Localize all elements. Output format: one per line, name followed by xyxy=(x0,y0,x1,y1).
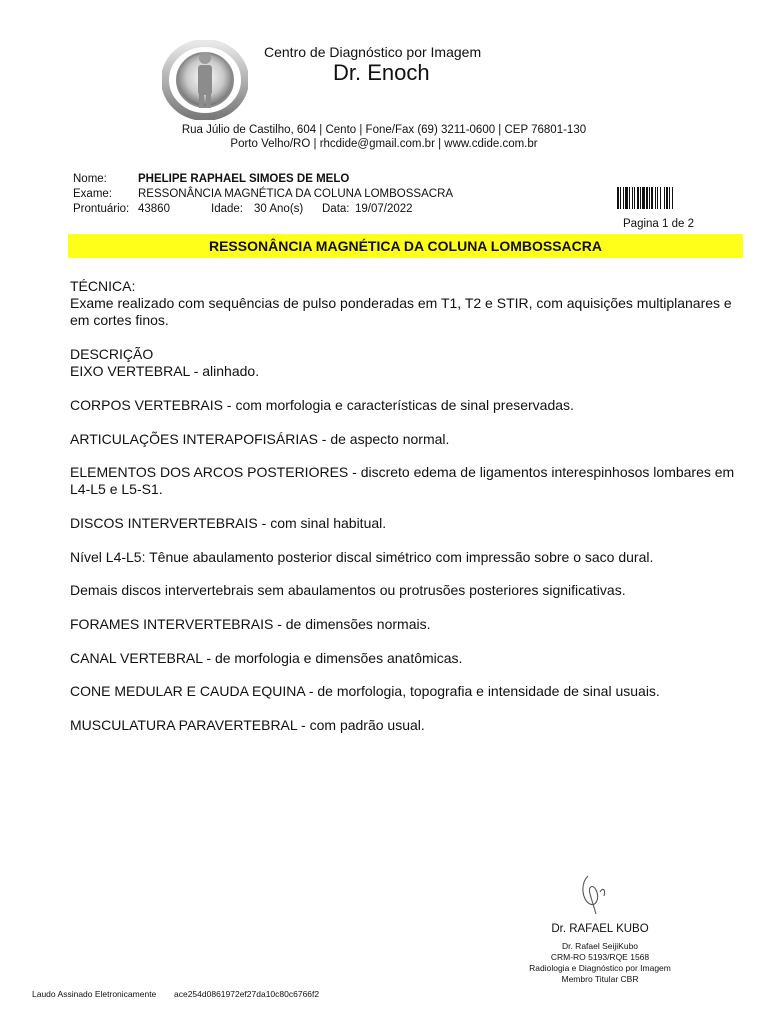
tecnica-heading: TÉCNICA: xyxy=(70,278,136,294)
clinic-logo-icon xyxy=(162,40,248,120)
finding-forames: FORAMES INTERVERTEBRAIS - de dimensões normais. xyxy=(70,616,431,632)
doctor-membership: Membro Titular CBR xyxy=(561,974,639,984)
electronic-signature-label: Laudo Assinado Eletronicamente xyxy=(32,989,157,999)
doctor-name: Dr. RAFAEL KUBO xyxy=(551,923,649,935)
finding-nivel: Nível L4-L5: Tênue abaulamento posterior discal simétrico com impressão sobre o saco dural. xyxy=(70,549,654,565)
date-label: Data: xyxy=(322,203,350,215)
finding-articulacoes: ARTICULAÇÕES INTERAPOFISÁRIAS - de aspecto normal. xyxy=(70,431,450,447)
age-value: 30 Ano(s) xyxy=(254,203,304,215)
descricao-heading: DESCRIÇÃO xyxy=(70,346,154,362)
finding-musculatura: MUSCULATURA PARAVERTEBRAL - com padrão usual. xyxy=(70,717,425,733)
signature-hash: ace254d0861972ef27da10c80c6766f2 xyxy=(174,989,320,999)
clinic-subtitle: Centro de Diagnóstico por Imagem xyxy=(264,44,482,60)
finding-cone: CONE MEDULAR E CAUDA EQUINA - de morfologia, topografia e intensidade de sinal usuais. xyxy=(70,683,660,699)
finding-discos: DISCOS INTERVERTEBRAIS - com sinal habitual. xyxy=(70,515,387,531)
record-label: Prontuário: xyxy=(73,203,130,215)
barcode-icon xyxy=(617,187,713,209)
date-value: 19/07/2022 xyxy=(355,203,413,215)
name-label: Nome: xyxy=(73,173,107,185)
doctor-specialty: Radiologia e Diagnóstico por Imagem xyxy=(529,963,671,973)
doctor-full-name: Dr. Rafael SeijiKubo xyxy=(561,941,639,951)
finding-demais: Demais discos intervertebrais sem abaulamentos ou protrusões posteriores significativas. xyxy=(70,582,626,598)
finding-corpos: CORPOS VERTEBRAIS - com morfologia e características de sinal preservadas. xyxy=(70,397,574,413)
tecnica-text: Exame realizado com sequências de pulso ponderadas em T1, T2 e STIR, com aquisições multiplanares e em cortes finos. xyxy=(70,295,732,328)
finding-elementos: ELEMENTOS DOS ARCOS POSTERIORES - discreto edema de ligamentos interespinhosos lombares em L4-L5 e L5-S1. xyxy=(70,464,735,497)
clinic-title: Dr. Enoch xyxy=(333,60,430,85)
exam-label: Exame: xyxy=(73,188,112,200)
record-number: 43860 xyxy=(138,203,170,215)
patient-name: PHELIPE RAPHAEL SIMOES DE MELO xyxy=(138,173,350,185)
finding-eixo: EIXO VERTEBRAL - alinhado. xyxy=(70,363,260,379)
page-indicator: Pagina 1 de 2 xyxy=(623,218,694,230)
exam-name: RESSONÂNCIA MAGNÉTICA DA COLUNA LOMBOSSACRA xyxy=(138,188,454,200)
report-title-banner: RESSONÂNCIA MAGNÉTICA DA COLUNA LOMBOSSACRA xyxy=(68,234,743,258)
clinic-address: Rua Júlio de Castilho, 604 | Cento | Fone/Fax (69) 3211-0600 | CEP 76801-130 xyxy=(181,124,587,136)
doctor-crm: CRM-RO 5193/RQE 1568 xyxy=(550,952,650,962)
finding-canal: CANAL VERTEBRAL - de morfologia e dimensões anatômicas. xyxy=(70,650,463,666)
handwritten-signature xyxy=(566,870,626,918)
clinic-contact: Porto Velho/RO | rhcdide@gmail.com.br | www.cdide.com.br xyxy=(230,138,538,150)
age-label: Idade: xyxy=(211,203,243,215)
